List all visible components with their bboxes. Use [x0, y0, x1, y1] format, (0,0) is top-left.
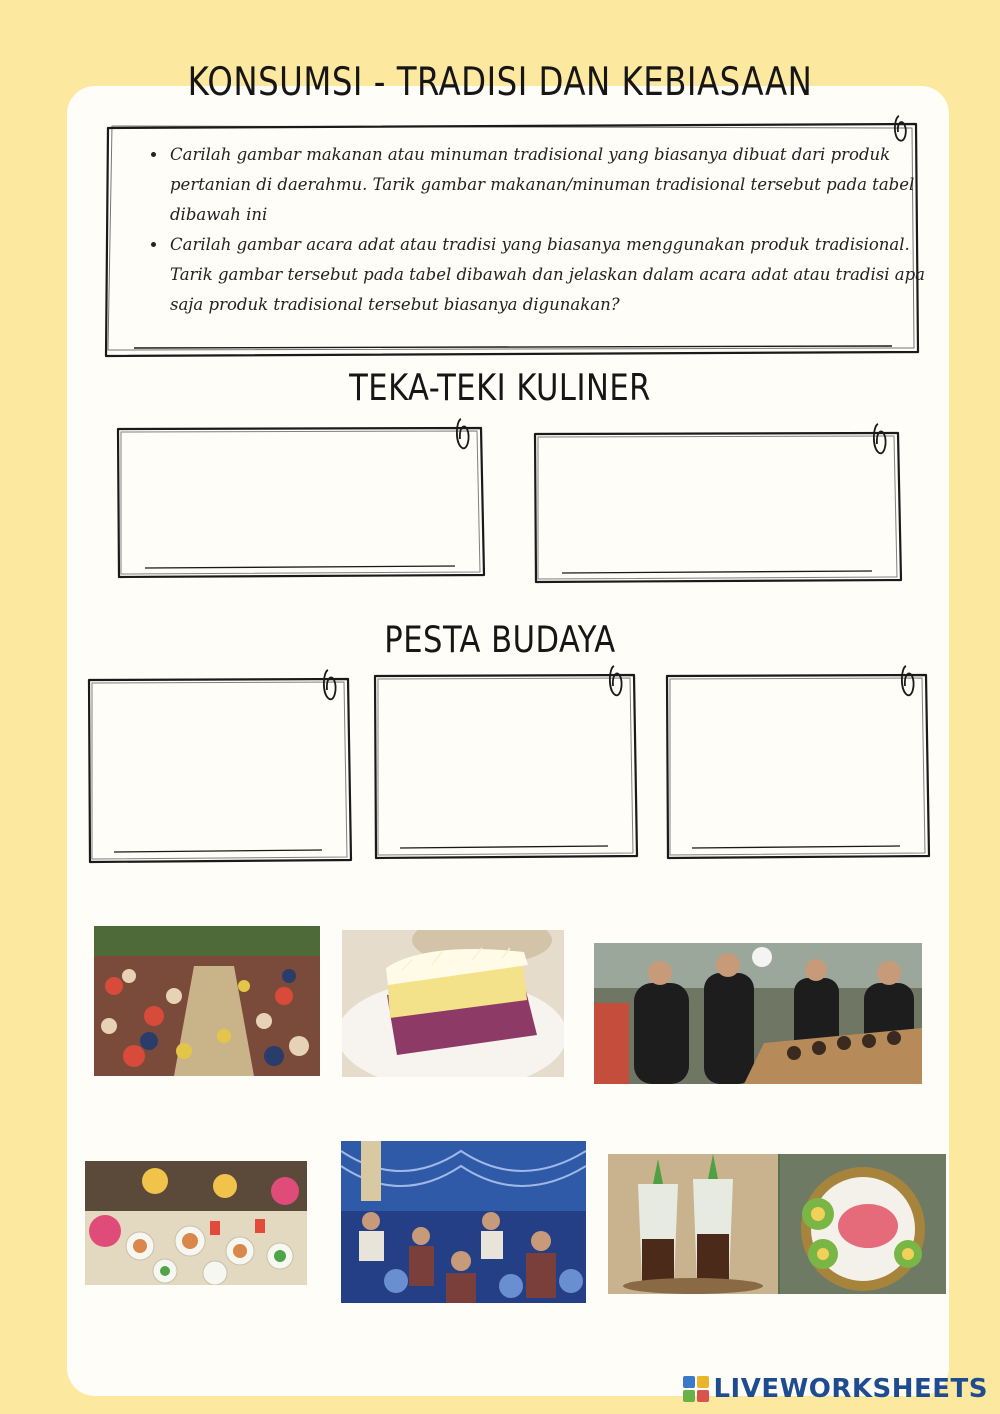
drop-zone-culture-2[interactable] [372, 672, 640, 862]
banquet-tent-photo[interactable] [341, 1141, 586, 1303]
instructions-list [140, 140, 928, 320]
drop-zone-culinary-2[interactable] [532, 430, 904, 586]
instruction-item: • Carilah gambar acara adat atau tradisi yang biasanya menggunakan produk tradisional. Tarik gambar tersebut pada tabel dibawah dan jelaskan dalam acara adat atau tradisi apa saja produk tradisional tersebut biasanya digunakan? [168, 230, 928, 320]
brand-logo-icon [683, 1376, 709, 1402]
drinks-and-snacks-photo[interactable] [608, 1154, 946, 1294]
drop-zone-culture-3[interactable] [664, 672, 932, 862]
brand-name: LIVEWORKSHEETS [713, 1374, 988, 1404]
drop-zone-culture-1[interactable] [86, 676, 354, 866]
section-title-culture: PESTA BUDAYA [384, 618, 616, 662]
cooking-stall-photo[interactable] [594, 943, 922, 1084]
section-title-culinary: TEKA-TEKI KULINER [349, 366, 651, 410]
liveworksheets-logo [683, 1374, 988, 1404]
drop-zone-culinary-1[interactable] [115, 425, 487, 581]
communal-feast-outdoor-photo[interactable] [94, 926, 320, 1076]
page-title: KONSUMSI - TRADISI DAN KEBIASAAN [187, 60, 813, 105]
food-spread-photo[interactable] [85, 1161, 307, 1285]
instruction-item: • Carilah gambar makanan atau minuman tradisional yang biasanya dibuat dari produk pertanian di daerahmu. Tarik gambar makanan/minuman tradisional tersebut pada tabel dibawah ini [168, 140, 928, 230]
layered-cake-photo[interactable] [342, 930, 564, 1077]
